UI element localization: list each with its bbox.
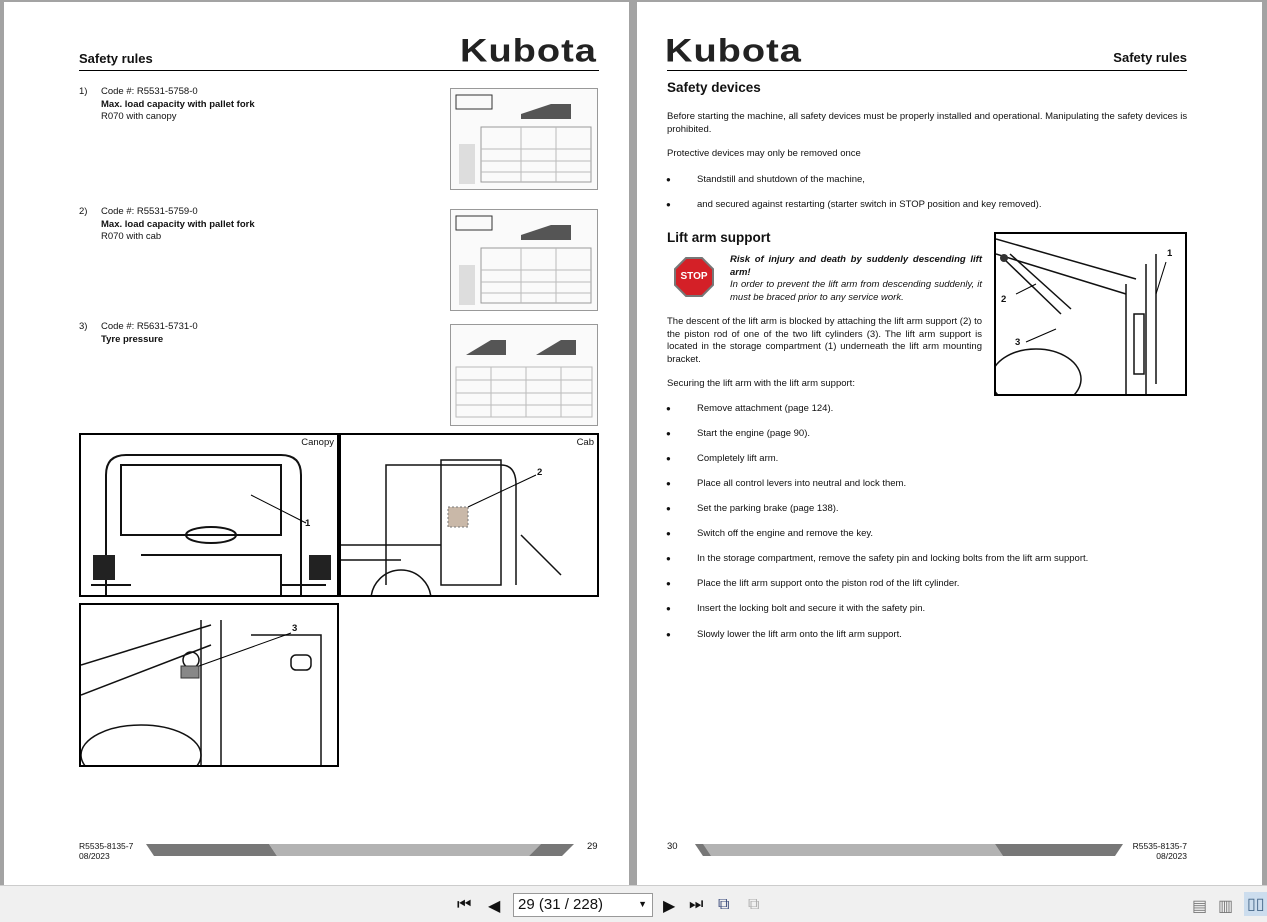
header-rule (79, 70, 599, 71)
item-number: 3) (79, 321, 88, 332)
previous-page-icon[interactable]: ◀ (488, 898, 501, 915)
canopy-figure (79, 433, 339, 597)
paragraph: Securing the lift arm with the lift arm support: (667, 378, 855, 389)
header-rule (667, 70, 1187, 71)
right-page (637, 2, 1262, 885)
paragraph: The descent of the lift arm is blocked by attaching the lift arm support (2) to the piston rod of one of the two lift cylinders (3). The lift arm support is located in the storage compartment (1) underneath the lift arm mounting bracket. (667, 316, 982, 365)
callout-2: 2 (1001, 294, 1007, 305)
kubota-logo: Kubota (460, 33, 597, 69)
cab-figure (339, 433, 599, 597)
stop-sign-icon (674, 257, 714, 297)
item-3 (79, 321, 198, 345)
figure-label-canopy: Canopy (301, 437, 334, 448)
paragraph: Before starting the machine, all safety devices must be properly installed and operational. Manipulating the safety devices is prohibited. (667, 111, 1188, 135)
section-title-safety-devices: Safety devices (667, 80, 761, 95)
footer-doc-info (79, 841, 133, 861)
tyre-pressure-label-image (450, 324, 598, 426)
step-item: ● Switch off the engine and remove the key. (697, 528, 873, 541)
go-back-view-icon[interactable]: ⧉ (718, 896, 730, 913)
footer-doc-number: R5535-8135-7 (79, 841, 134, 851)
footer-doc-number: R5535-8135-7 (1132, 841, 1187, 851)
go-forward-view-icon[interactable]: ⧉ (748, 896, 760, 913)
step-item: ● Insert the locking bolt and secure it with the safety pin. (697, 603, 925, 616)
lift-arm-support-figure (994, 232, 1187, 396)
callout-3: 3 (1015, 337, 1021, 348)
chevron-down-icon: ▼ (638, 899, 647, 909)
step-item: ● Set the parking brake (page 138). (697, 503, 839, 516)
stop-text: STOP (680, 271, 708, 282)
warning-text: In order to prevent the lift arm from descending suddenly, it must be braced prior to any service work. (730, 279, 982, 303)
step-item: ● Completely lift arm. (697, 453, 778, 466)
callout-1: 1 (1167, 248, 1173, 259)
item-1 (79, 86, 255, 122)
page-number: 29 (587, 841, 598, 852)
step-item: ● Place the lift arm support onto the piston rod of the lift cylinder. (697, 578, 959, 591)
warning-box (730, 254, 982, 304)
callout-2: 2 (537, 467, 543, 478)
footer-date: 08/2023 (79, 851, 110, 861)
continuous-view-icon[interactable]: ▥ (1218, 898, 1234, 915)
last-page-icon[interactable]: ⏭ (689, 896, 704, 913)
step-item: ● In the storage compartment, remove the safety pin and locking bolts from the lift arm support. (697, 553, 1088, 566)
item-title: Max. load capacity with pallet fork (101, 98, 255, 110)
footer-date: 08/2023 (1156, 851, 1187, 861)
viewer-toolbar (0, 885, 1267, 922)
item-number: 2) (79, 206, 88, 217)
single-page-view-icon[interactable]: ▤ (1192, 898, 1208, 915)
step-item: ● Place all control levers into neutral and lock them. (697, 478, 906, 491)
item-code: Code #: R5631-5731-0 (101, 321, 198, 332)
load-capacity-label-canopy-image (450, 88, 598, 190)
next-page-icon[interactable]: ▶ (663, 898, 676, 915)
storage-compartment-figure (79, 603, 339, 767)
first-page-icon[interactable]: ⏮ (457, 896, 472, 913)
footer-doc-info (1133, 841, 1187, 861)
item-2 (79, 206, 255, 242)
bullet-item: ● Standstill and shutdown of the machine, (697, 174, 865, 187)
step-item: ● Slowly lower the lift arm onto the lift arm support. (697, 629, 902, 642)
load-capacity-label-cab-image (450, 209, 598, 311)
bullet-item: ● and secured against restarting (starter switch in STOP position and key removed). (697, 199, 1041, 212)
two-page-view-icon[interactable]: ▯▯ (1244, 892, 1267, 916)
item-code: Code #: R5531-5758-0 (101, 86, 198, 97)
page-header-title: Safety rules (79, 51, 153, 66)
callout-1: 1 (305, 518, 311, 529)
warning-title: Risk of injury and death by suddenly descending lift arm! (730, 254, 982, 278)
page-header-title: Safety rules (1113, 50, 1187, 65)
page-number: 30 (667, 841, 678, 852)
item-title: Max. load capacity with pallet fork (101, 218, 255, 230)
kubota-logo: Kubota (665, 33, 802, 69)
callout-3: 3 (292, 623, 298, 634)
section-title-lift-arm-support: Lift arm support (667, 230, 771, 245)
item-sub: R070 with canopy (101, 111, 177, 122)
item-sub: R070 with cab (101, 231, 162, 242)
page-select-value: 29 (31 / 228) (518, 896, 604, 913)
item-title: Tyre pressure (101, 333, 164, 345)
item-number: 1) (79, 86, 88, 97)
figure-label-cab: Cab (576, 437, 594, 448)
step-item: ● Remove attachment (page 124). (697, 403, 833, 416)
item-code: Code #: R5531-5759-0 (101, 206, 198, 217)
paragraph: Protective devices may only be removed once (667, 148, 861, 159)
step-item: ● Start the engine (page 90). (697, 428, 810, 441)
footer-bar (146, 843, 576, 857)
left-page (4, 2, 629, 885)
page-select[interactable] (513, 893, 653, 917)
footer-bar (695, 843, 1125, 857)
